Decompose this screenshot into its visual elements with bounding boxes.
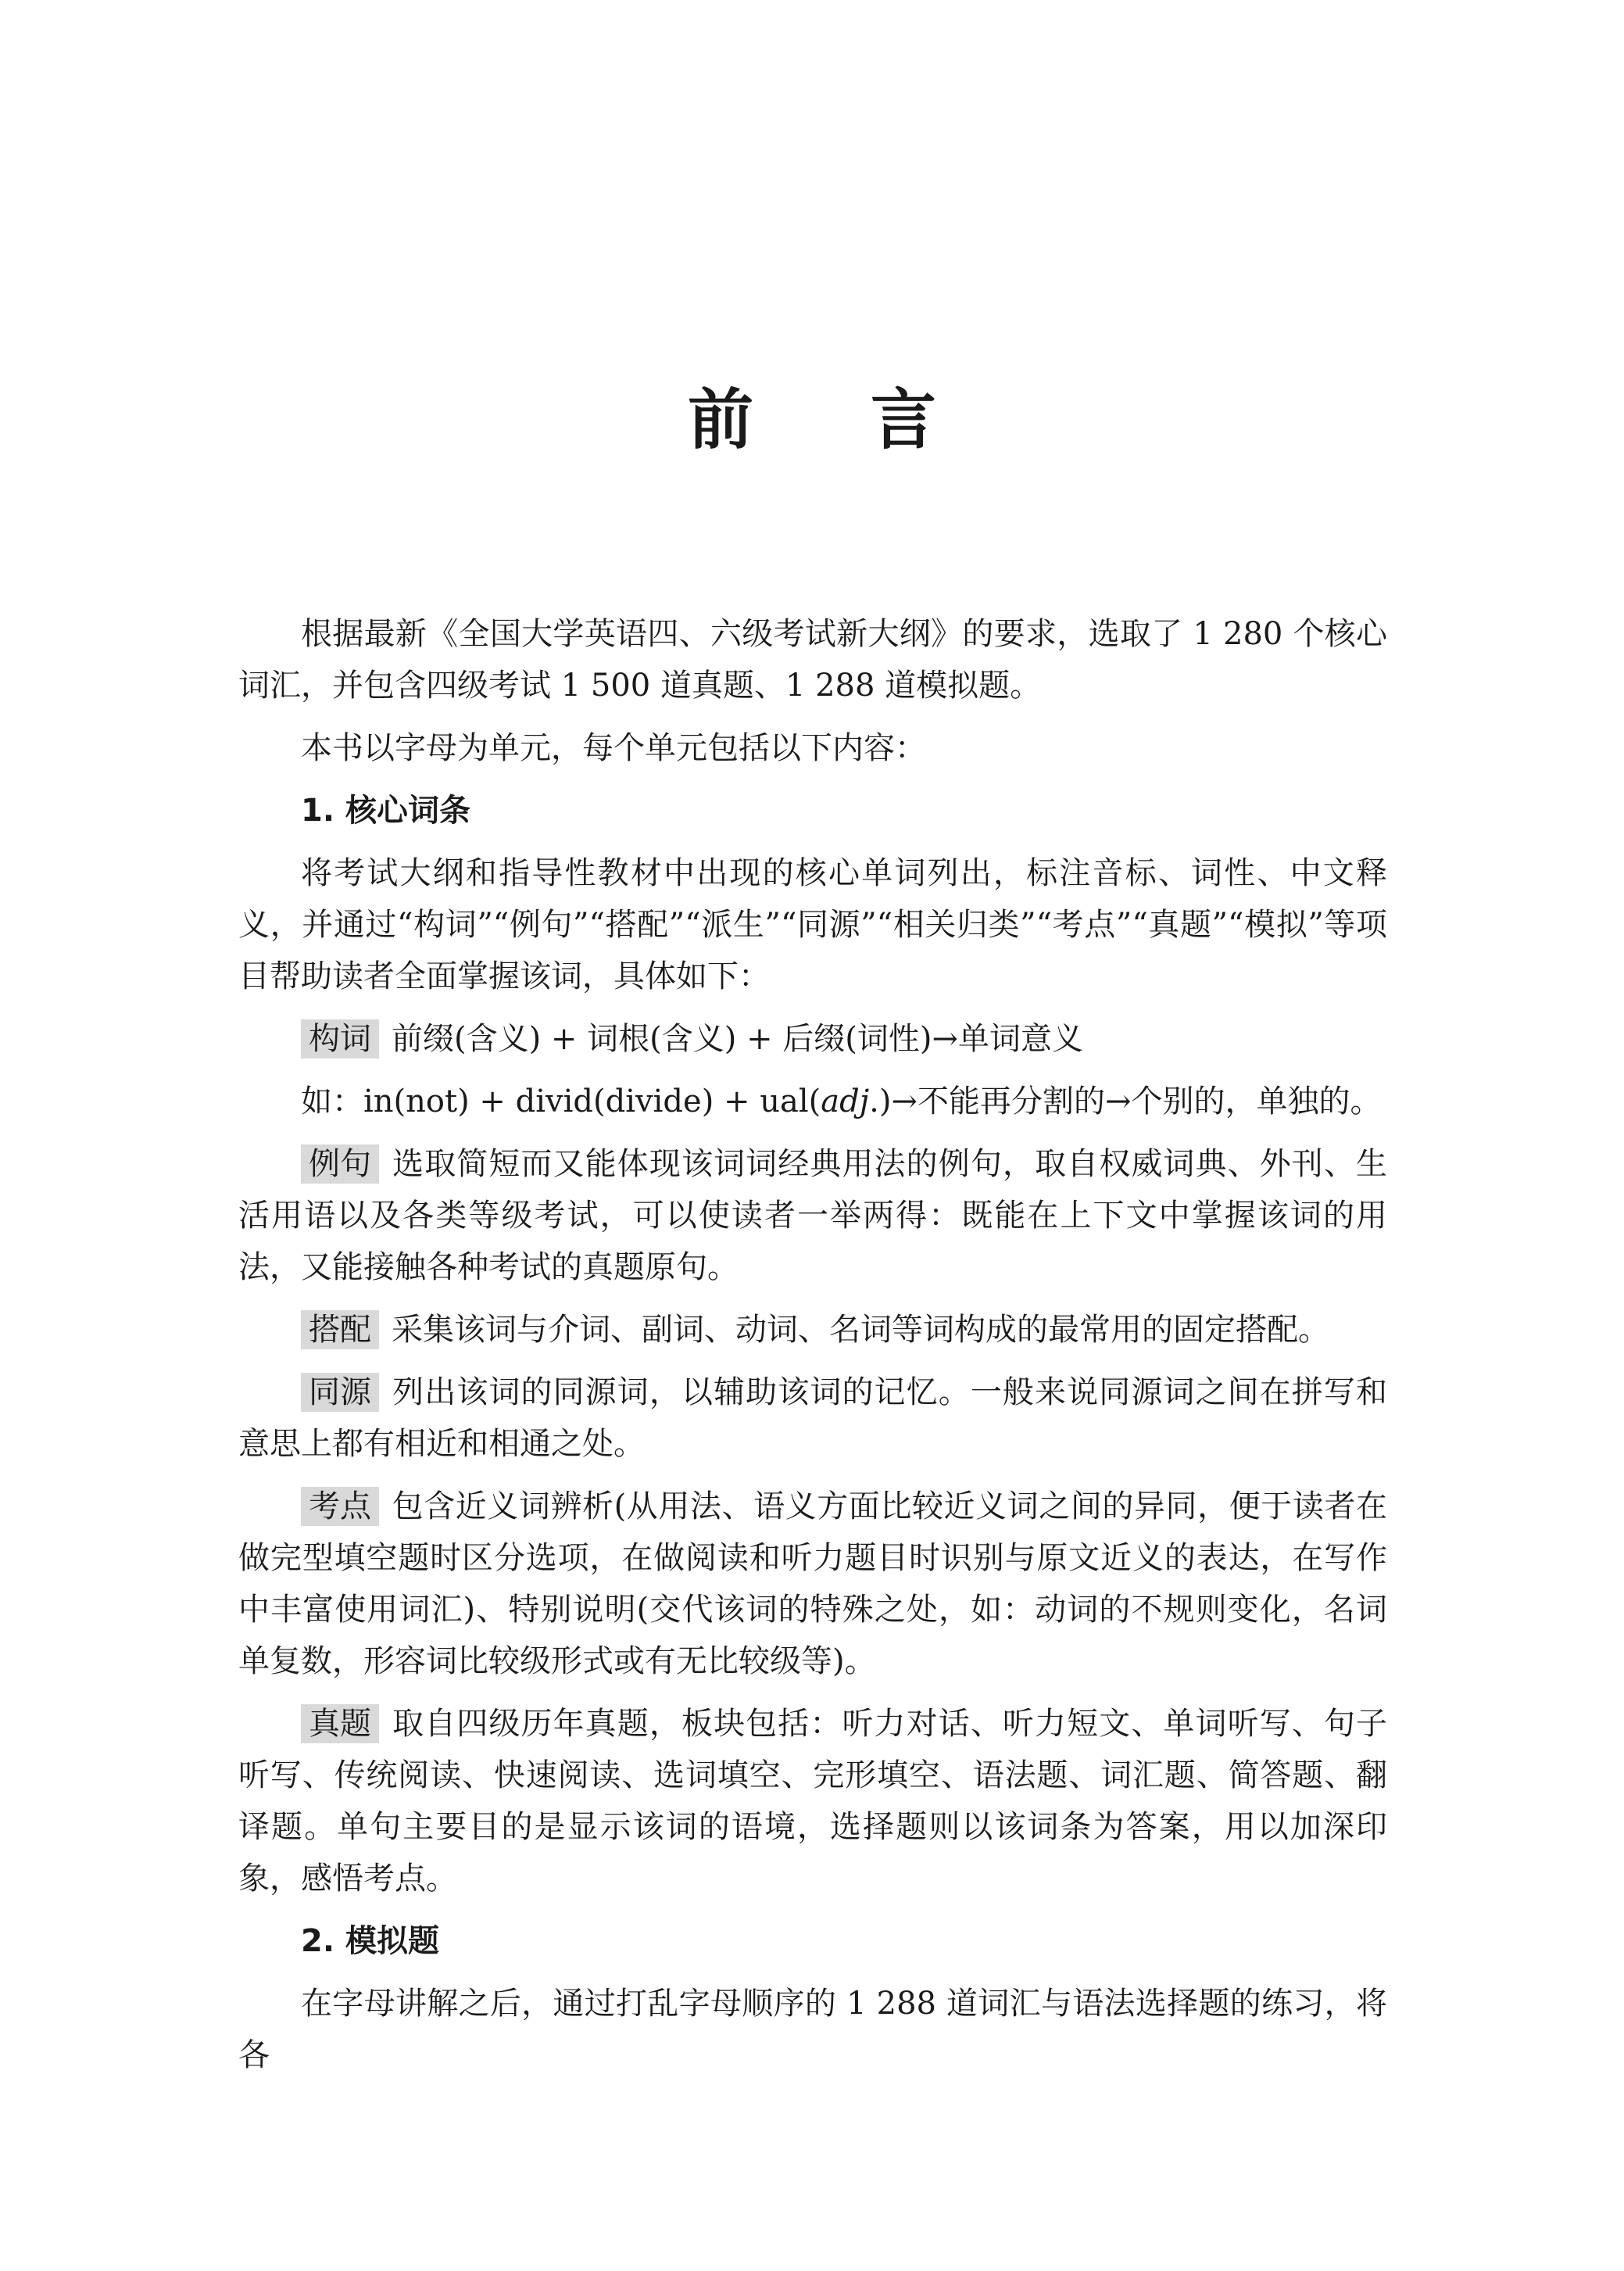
tag-word-formation: 构词	[301, 1019, 379, 1058]
heading-core-entries: 1. 核心词条	[301, 793, 470, 829]
example-pre: 如：in(not) + divid(divide) + ual(	[301, 1084, 821, 1119]
tag-test-point: 考点	[301, 1487, 379, 1526]
paragraph-mock-questions: 在字母讲解之后，通过打乱字母顺序的 1 288 道词汇与语法选择题的练习，将各	[238, 1986, 1387, 2073]
page-title	[0, 367, 1624, 462]
preface-body	[238, 608, 1387, 2092]
tag-collocation: 搭配	[301, 1310, 379, 1349]
paragraph-word-formation	[238, 1013, 1387, 1065]
tag-example-sentence: 例句	[301, 1144, 379, 1184]
text-test-point: 包含近义词辨析(从用法、语义方面比较近义词之间的异同，便于读者在做完型填空题时区分选项，在做阅读和听力题目时识别与原文近义的表达，在写作中丰富使用词汇)、特别说明(交代该词的特殊之处，如：动词的不规则变化，名词单复数，形容词比较级形式或有无比较级等)。	[238, 1488, 1387, 1679]
text-real-exam: 取自四级历年真题，板块包括：听力对话、听力短文、单词听写、句子听写、传统阅读、快速阅读、选词填空、完形填空、语法题、词汇题、简答题、翻译题。单句主要目的是显示该词的语境，选择题则以该词条为答案，用以加深印象，感悟考点。	[238, 1706, 1387, 1897]
paragraph-real-exam	[238, 1698, 1387, 1904]
title-char-1: 前	[687, 381, 753, 458]
paragraph-example-formation	[238, 1076, 1387, 1127]
example-italic: adj	[821, 1084, 870, 1119]
example-post: .)→不能再分割的→个别的，单独的。	[869, 1084, 1382, 1119]
title-char-2: 言	[871, 381, 937, 458]
text-word-formation: 前缀(含义) + 词根(含义) + 后缀(词性)→单词意义	[392, 1021, 1084, 1057]
paragraph-intro: 根据最新《全国大学英语四、六级考试新大纲》的要求，选取了 1 280 个核心词汇，并包含四级考试 1 500 道真题、1 288 道模拟题。	[238, 616, 1387, 704]
text-collocation: 采集该词与介词、副词、动词、名词等词构成的最常用的固定搭配。	[392, 1312, 1329, 1348]
tag-real-exam: 真题	[301, 1704, 379, 1743]
paragraph-collocation	[238, 1304, 1387, 1356]
paragraph-example-sentence	[238, 1138, 1387, 1293]
paragraph-core-entries: 将考试大纲和指导性教材中出现的核心单词列出，标注音标、词性、中文释义，并通过“构词”“例句”“搭配”“派生”“同源”“相关归类”“考点”“真题”“模拟”等项目帮助读者全面掌握该词，具体如下：	[238, 855, 1387, 994]
paragraph-units: 本书以字母为单元，每个单元包括以下内容：	[301, 730, 926, 766]
tag-cognate: 同源	[301, 1373, 379, 1412]
text-cognate: 列出该词的同源词，以辅助该词的记忆。一般来说同源词之间在拼写和意思上都有相近和相通之处。	[238, 1374, 1387, 1462]
paragraph-test-point	[238, 1481, 1387, 1687]
paragraph-cognate	[238, 1367, 1387, 1470]
heading-mock-questions: 2. 模拟题	[301, 1923, 439, 1959]
text-example-sentence: 选取简短而又能体现该词词经典用法的例句，取自权威词典、外刊、生活用语以及各类等级考试，可以使读者一举两得：既能在上下文中掌握该词的用法，又能接触各种考试的真题原句。	[238, 1146, 1387, 1285]
